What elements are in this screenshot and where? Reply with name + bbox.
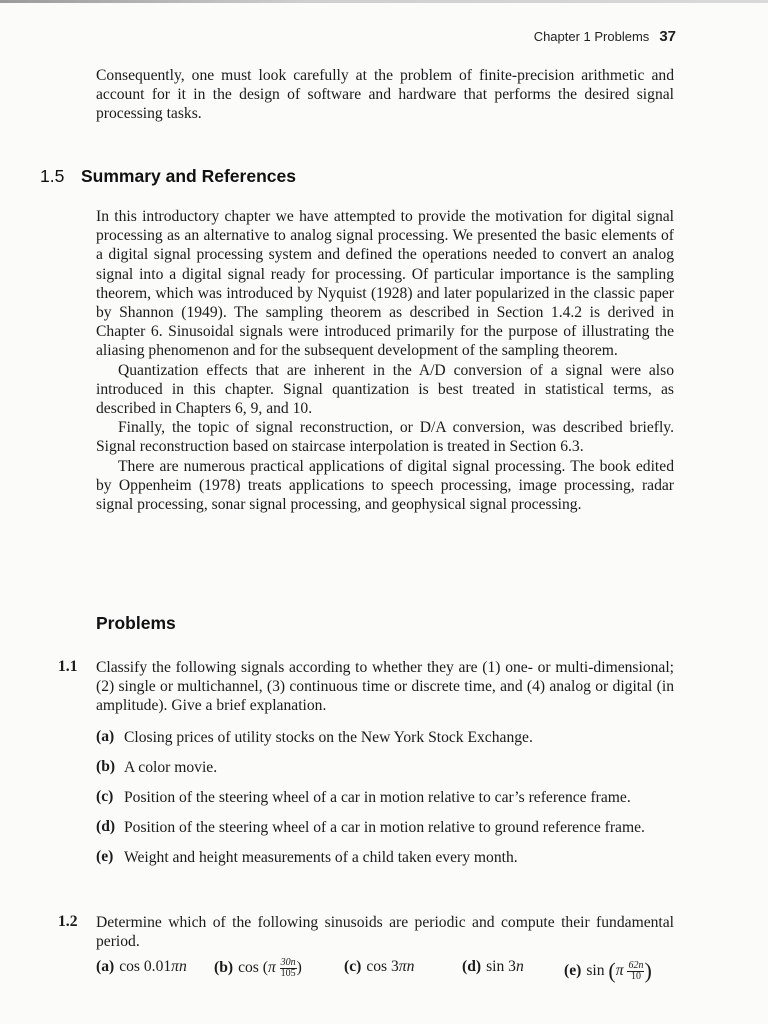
part-label: (c)	[96, 788, 114, 806]
part-label: (c)	[344, 958, 362, 976]
summary-paragraph: In this introductory chapter we have attempted to provide the motivation for digital signal processing as an alternative to analog signal processing. We presented the basic elements of a digital signal processing system and defined the operations needed to convert an analog signal into a digital signal ready for processing. Of particular importance is the sampling theorem, which was introduced by Nyquist (1928) and later popularized in the classic paper by Shannon (1949). The sampling theorem as described in Section 1.4.2 is derived in Chapter 6. Sinusoidal signals were introduced primarily for the purpose of illustrating the aliasing phenomenon and for the subsequent development of the sampling theorem.	[96, 208, 674, 360]
sinusoid-variable: n	[515, 958, 524, 976]
problem-part	[96, 788, 674, 807]
part-text: A color movie.	[124, 758, 218, 776]
part-label: (b)	[214, 959, 234, 977]
part-text: Closing prices of utility stocks on the New York Stock Exchange.	[124, 728, 533, 746]
part-text: Weight and height measurements of a child taken every month.	[124, 849, 518, 867]
fraction-denominator: 105	[280, 968, 296, 980]
problem-part	[96, 758, 674, 777]
sinusoid-function: sin	[586, 962, 605, 980]
sinusoid-item: (e) sin (π $\frac{62n}{10}$ )	[564, 958, 652, 984]
fraction	[280, 958, 297, 979]
problems-heading: Problems	[96, 613, 176, 633]
sinusoid-variable: πn	[171, 958, 187, 976]
intro-block	[96, 66, 674, 124]
intro-paragraph: Consequently, one must look carefully at the problem of finite-precision arithmetic and account for it in the design of software and hardware that performs the desired signal processing tasks.	[96, 67, 674, 123]
running-head-chapter: Chapter 1 Problems	[533, 29, 650, 44]
part-label: (d)	[96, 818, 116, 836]
sinusoid-variable: πn	[398, 958, 415, 976]
summary-block	[96, 207, 674, 514]
sinusoid-item	[96, 958, 214, 984]
fraction	[627, 961, 644, 982]
sinusoid-function: cos 3	[366, 958, 399, 976]
fraction-denominator: 10	[630, 971, 641, 983]
section-heading	[40, 166, 296, 187]
sinusoid-list	[96, 958, 674, 984]
problem-1-2	[58, 913, 674, 984]
problem-number: 1.2	[58, 913, 78, 930]
sinusoid-function: cos 0.01	[119, 958, 172, 976]
fraction-numerator: 30n	[280, 957, 296, 969]
sinusoid-function: cos	[238, 959, 259, 977]
summary-paragraph: Finally, the topic of signal reconstruction, or D/A conversion, was described briefly. Signal reconstruction based on staircase interpolation is treated in Section 6.3.	[96, 419, 674, 456]
page-number: 37	[659, 28, 676, 45]
problem-part	[96, 848, 674, 867]
problem-text: Classify the following signals according to whether they are (1) one- or multi-dimensional; (2) single or multichannel, (3) continuous time or discrete time, and (4) analog or digital (in amplitude). Give a brief explanation.	[96, 659, 674, 715]
problem-1-1	[58, 658, 674, 868]
running-head	[534, 28, 676, 45]
section-number: 1.5	[40, 166, 65, 186]
part-label: (e)	[96, 848, 114, 866]
part-text: Position of the steering wheel of a car in motion relative to car’s reference frame.	[124, 789, 631, 807]
summary-paragraph: There are numerous practical applications of digital signal processing. The book edited by Oppenheim (1978) treats applications to speech processing, image processing, radar signal processing, sonar signal processing, and geophysical signal processing.	[96, 457, 674, 514]
problem-number: 1.1	[58, 658, 78, 675]
part-label: (e)	[564, 962, 582, 980]
section-title: Summary and References	[81, 166, 296, 186]
sinusoid-item: (b) cos (π $\frac{30n}{105}$ )	[214, 957, 302, 980]
part-label: (b)	[96, 757, 116, 775]
problem-text: Determine which of the following sinusoids are periodic and compute their fundamental period.	[96, 914, 674, 951]
part-text: Position of the steering wheel of a car in motion relative to ground reference frame.	[124, 819, 645, 837]
fraction-numerator: 62n	[628, 960, 644, 972]
sinusoid-item	[344, 958, 462, 984]
problem-part	[96, 728, 674, 747]
part-label: (a)	[96, 727, 115, 745]
sinusoid-item	[462, 958, 564, 984]
problem-part	[96, 818, 674, 837]
summary-paragraph: Quantization effects that are inherent in the A/D conversion of a signal were also introduced in this chapter. Signal quantization is best treated in statistical terms, as described in Chapters 6, 9, and 10.	[96, 361, 674, 418]
part-label: (a)	[96, 958, 115, 976]
scan-edge	[0, 0, 768, 3]
part-label: (d)	[462, 958, 482, 976]
sinusoid-function: sin 3	[486, 958, 516, 976]
